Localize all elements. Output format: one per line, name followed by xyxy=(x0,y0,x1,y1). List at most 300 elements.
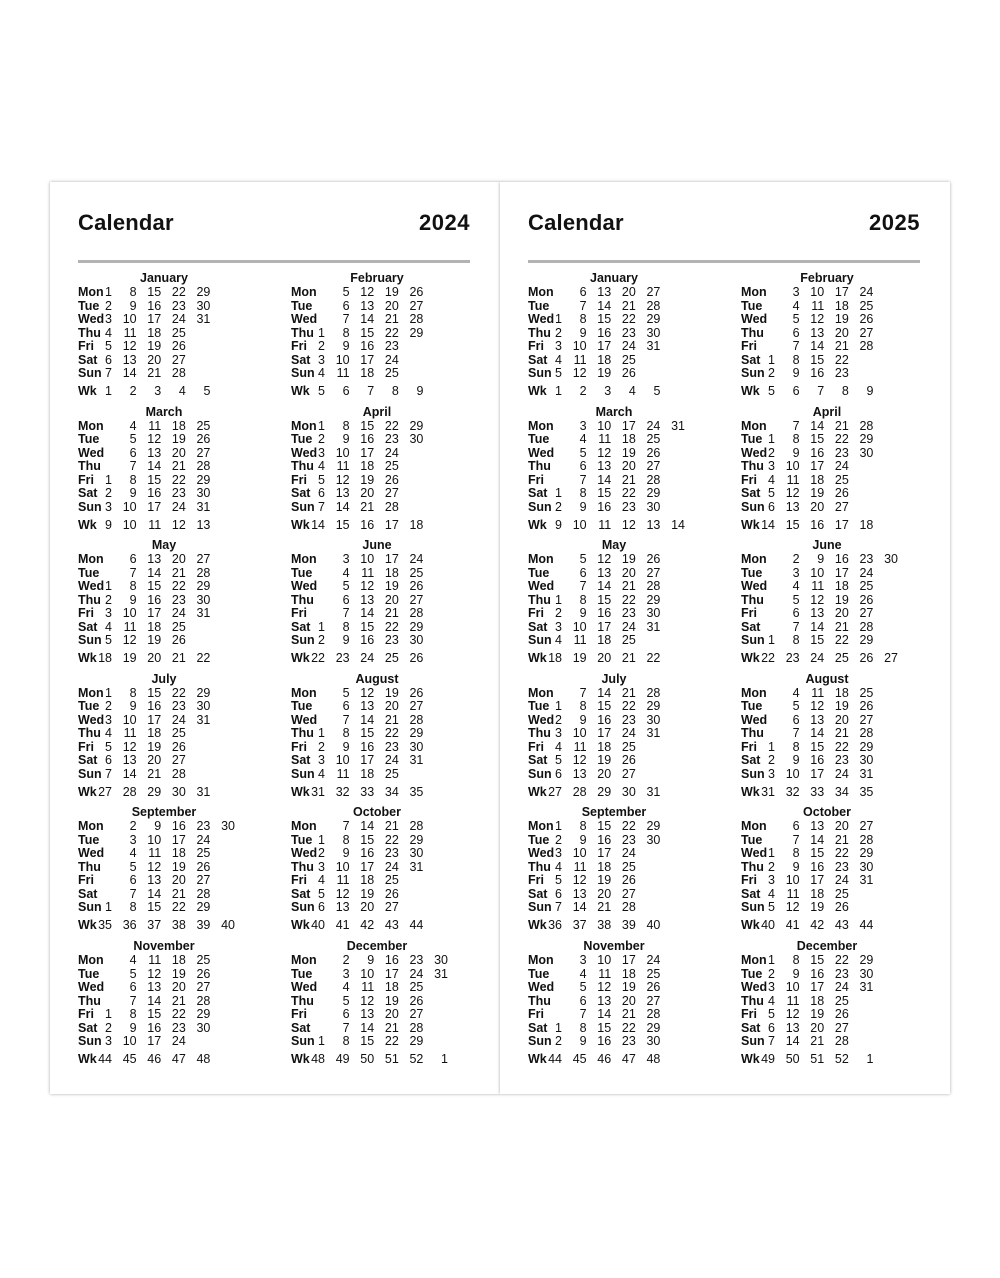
date-cell: 29 xyxy=(646,592,661,607)
date-cell: 15 xyxy=(360,726,375,741)
date-cell: 6 xyxy=(579,459,587,474)
date-cell: 8 xyxy=(342,726,350,741)
date-cell: 2 xyxy=(318,339,325,353)
date-cell: 24 xyxy=(409,966,424,981)
month-block xyxy=(78,271,253,401)
week-number: 5 xyxy=(318,384,325,398)
week-number-row xyxy=(741,384,916,398)
day-label: Wed xyxy=(528,579,555,594)
date-cell: 24 xyxy=(621,619,636,634)
day-label: Tue xyxy=(78,699,100,714)
week-number: 50 xyxy=(360,1052,375,1066)
date-cell: 3 xyxy=(105,499,112,514)
date-cell: 27 xyxy=(646,459,661,474)
date-cell: 2 xyxy=(768,366,775,380)
date-cell: 15 xyxy=(147,685,162,700)
date-cell: 23 xyxy=(834,966,849,981)
week-label: Wk xyxy=(528,651,547,666)
date-cell: 22 xyxy=(171,579,186,594)
week-number: 25 xyxy=(834,651,849,666)
day-row xyxy=(741,500,916,514)
date-cell: 27 xyxy=(196,873,211,888)
month-name: June xyxy=(362,538,392,553)
week-label: Wk xyxy=(78,517,97,532)
date-cell: 6 xyxy=(105,352,112,367)
date-cell: 12 xyxy=(810,312,825,326)
date-cell: 26 xyxy=(384,886,399,901)
day-label: Mon xyxy=(78,418,104,433)
day-label: Mon xyxy=(291,418,317,433)
month-block xyxy=(78,805,253,935)
week-label: Wk xyxy=(291,517,310,532)
week-number-row xyxy=(528,1052,703,1066)
date-cell: 21 xyxy=(621,298,636,313)
date-cell: 4 xyxy=(342,980,350,994)
date-cell: 14 xyxy=(572,900,587,915)
date-cell: 1 xyxy=(768,633,775,648)
week-number: 47 xyxy=(621,1052,636,1066)
date-cell: 19 xyxy=(384,285,399,299)
day-row xyxy=(291,552,466,566)
date-cell: 3 xyxy=(555,619,562,634)
week-label: Wk xyxy=(741,784,760,799)
day-label: Tue xyxy=(78,432,100,447)
date-cell: 25 xyxy=(196,953,211,967)
date-cell: 22 xyxy=(621,819,636,834)
day-label: Fri xyxy=(528,739,544,754)
week-number: 51 xyxy=(384,1052,399,1066)
day-row xyxy=(528,887,703,901)
day-label: Wed xyxy=(78,980,105,994)
date-cell: 31 xyxy=(859,873,874,888)
date-cell: 17 xyxy=(360,753,375,768)
date-cell: 10 xyxy=(785,766,800,781)
day-label: Thu xyxy=(291,859,314,874)
week-number: 6 xyxy=(342,384,350,398)
date-cell: 10 xyxy=(122,606,137,621)
date-cell: 14 xyxy=(147,565,162,580)
date-cell: 6 xyxy=(105,753,112,768)
date-cell: 12 xyxy=(360,579,375,594)
date-cell: 13 xyxy=(335,900,350,915)
day-label: Wed xyxy=(528,312,555,326)
week-number: 46 xyxy=(147,1052,162,1066)
day-row xyxy=(78,326,253,340)
day-row xyxy=(291,953,466,967)
date-cell: 13 xyxy=(810,712,825,727)
week-number: 34 xyxy=(834,784,849,799)
date-cell: 31 xyxy=(859,980,874,994)
date-cell: 10 xyxy=(785,980,800,994)
date-cell: 19 xyxy=(384,993,399,1008)
date-cell: 13 xyxy=(147,552,162,567)
date-cell: 3 xyxy=(105,312,112,326)
date-cell: 30 xyxy=(646,606,661,621)
date-cell: 7 xyxy=(105,766,112,781)
date-cell: 11 xyxy=(786,472,800,487)
day-label: Mon xyxy=(741,285,767,299)
date-cell: 9 xyxy=(342,846,350,861)
week-label: Wk xyxy=(78,384,97,398)
date-cell: 23 xyxy=(621,1034,636,1048)
date-cell: 24 xyxy=(859,565,874,580)
month-block xyxy=(291,805,466,935)
date-cell: 9 xyxy=(579,606,587,621)
week-number: 35 xyxy=(409,784,424,799)
date-cell: 25 xyxy=(171,726,186,741)
date-cell: 28 xyxy=(646,1007,661,1021)
month-name: March xyxy=(595,404,633,419)
day-label: Sun xyxy=(741,499,765,514)
month-name: October xyxy=(353,805,401,820)
date-cell: 3 xyxy=(555,726,562,741)
date-cell: 28 xyxy=(859,619,874,634)
week-number-row xyxy=(528,651,703,665)
page-year: 2024 xyxy=(419,210,470,235)
week-label: Wk xyxy=(741,1052,760,1066)
day-row xyxy=(78,500,253,514)
week-number: 44 xyxy=(98,1052,112,1066)
day-label: Wed xyxy=(291,445,318,460)
day-label: Fri xyxy=(741,339,757,353)
day-label: Wed xyxy=(78,312,105,326)
date-cell: 21 xyxy=(384,819,399,834)
date-cell: 5 xyxy=(768,900,775,915)
day-row xyxy=(78,767,253,781)
week-number-row xyxy=(78,384,253,398)
date-cell: 3 xyxy=(318,352,325,367)
day-label: Sun xyxy=(78,900,102,915)
date-cell: 12 xyxy=(360,285,375,299)
date-cell: 18 xyxy=(597,633,612,648)
date-cell: 22 xyxy=(384,325,399,340)
week-number: 30 xyxy=(171,784,186,799)
day-row xyxy=(528,593,703,607)
week-number: 10 xyxy=(572,517,587,532)
month-name: October xyxy=(803,805,851,820)
date-cell: 23 xyxy=(384,739,399,754)
header-divider xyxy=(528,260,920,263)
week-number: 13 xyxy=(646,517,661,532)
date-cell: 1 xyxy=(318,1034,325,1048)
date-cell: 18 xyxy=(360,459,375,474)
date-cell: 21 xyxy=(384,312,399,326)
date-cell: 10 xyxy=(572,339,587,353)
date-cell: 4 xyxy=(792,685,800,700)
date-cell: 17 xyxy=(810,459,825,474)
date-cell: 28 xyxy=(196,886,211,901)
date-cell: 24 xyxy=(171,499,186,514)
date-cell: 28 xyxy=(859,832,874,847)
date-cell: 15 xyxy=(147,285,162,299)
date-cell: 29 xyxy=(409,325,424,340)
date-cell: 26 xyxy=(834,486,849,501)
day-row xyxy=(291,473,466,487)
date-cell: 9 xyxy=(129,486,137,501)
date-cell: 9 xyxy=(129,1020,137,1035)
week-number: 19 xyxy=(572,651,587,666)
date-cell: 28 xyxy=(409,819,424,834)
day-label: Sun xyxy=(291,366,315,380)
day-row xyxy=(741,1007,916,1021)
week-number: 45 xyxy=(572,1052,587,1066)
day-row xyxy=(741,593,916,607)
date-cell: 1 xyxy=(318,325,325,340)
date-cell: 16 xyxy=(360,339,375,353)
date-cell: 18 xyxy=(147,619,162,634)
date-cell: 26 xyxy=(196,859,211,874)
day-label: Sat xyxy=(78,619,98,634)
date-cell: 3 xyxy=(579,418,587,433)
day-row xyxy=(528,819,703,833)
date-cell: 3 xyxy=(342,552,350,567)
day-row xyxy=(291,593,466,607)
date-cell: 12 xyxy=(572,873,587,888)
date-cell: 25 xyxy=(859,298,874,313)
date-cell: 21 xyxy=(171,459,186,474)
day-label: Sun xyxy=(741,633,765,648)
day-label: Sat xyxy=(78,352,98,367)
day-row xyxy=(528,326,703,340)
date-cell: 29 xyxy=(859,633,874,648)
day-label: Wed xyxy=(528,445,555,460)
date-cell: 7 xyxy=(129,565,137,580)
day-row xyxy=(741,366,916,380)
day-row xyxy=(741,432,916,446)
date-cell: 4 xyxy=(105,726,112,741)
date-cell: 4 xyxy=(579,432,587,447)
day-label: Sat xyxy=(528,1020,548,1035)
day-label: Sun xyxy=(741,366,765,380)
date-cell: 3 xyxy=(555,339,562,353)
date-cell: 11 xyxy=(598,966,612,981)
date-cell: 26 xyxy=(834,900,849,915)
day-label: Mon xyxy=(291,285,317,299)
day-label: Sun xyxy=(78,366,102,380)
day-row xyxy=(741,994,916,1008)
day-row xyxy=(291,299,466,313)
day-label: Thu xyxy=(528,726,551,741)
week-label: Wk xyxy=(78,918,97,933)
day-row xyxy=(78,686,253,700)
date-cell: 23 xyxy=(171,592,186,607)
date-cell: 13 xyxy=(810,819,825,834)
week-number: 12 xyxy=(621,517,636,532)
date-cell: 20 xyxy=(171,873,186,888)
date-cell: 28 xyxy=(196,459,211,474)
date-cell: 23 xyxy=(384,432,399,447)
date-cell: 11 xyxy=(148,418,162,433)
date-cell: 23 xyxy=(859,552,874,567)
date-cell: 4 xyxy=(318,366,325,380)
month-block xyxy=(528,805,703,935)
week-number: 8 xyxy=(391,384,399,398)
day-label: Thu xyxy=(291,726,314,741)
date-cell: 2 xyxy=(555,499,562,514)
day-label: Sat xyxy=(741,619,761,634)
date-cell: 12 xyxy=(785,486,800,501)
week-number: 52 xyxy=(409,1052,424,1066)
day-label: Tue xyxy=(78,832,100,847)
date-cell: 9 xyxy=(342,739,350,754)
date-cell: 4 xyxy=(579,966,587,981)
date-cell: 8 xyxy=(342,832,350,847)
date-cell: 5 xyxy=(342,685,350,700)
date-cell: 25 xyxy=(646,966,661,981)
day-label: Sun xyxy=(528,900,552,915)
day-row xyxy=(528,873,703,887)
date-cell: 1 xyxy=(318,832,325,847)
day-label: Fri xyxy=(78,739,94,754)
week-number: 37 xyxy=(147,918,162,933)
week-label: Wk xyxy=(741,517,760,532)
day-label: Wed xyxy=(78,846,105,861)
day-label: Sat xyxy=(291,619,311,634)
day-row xyxy=(528,994,703,1008)
date-cell: 1 xyxy=(105,579,112,594)
day-label: Mon xyxy=(78,953,104,967)
date-cell: 11 xyxy=(361,565,375,580)
day-row xyxy=(741,473,916,487)
day-label: Tue xyxy=(741,565,763,580)
date-cell: 26 xyxy=(646,445,661,460)
date-cell: 15 xyxy=(810,846,825,861)
date-cell: 29 xyxy=(196,1007,211,1021)
date-cell: 28 xyxy=(834,1034,849,1048)
date-cell: 12 xyxy=(597,552,612,567)
month-block xyxy=(78,538,253,668)
date-cell: 15 xyxy=(597,486,612,501)
date-cell: 11 xyxy=(573,633,587,648)
day-row xyxy=(291,767,466,781)
date-cell: 15 xyxy=(810,352,825,367)
date-cell: 26 xyxy=(646,552,661,567)
date-cell: 8 xyxy=(342,1034,350,1048)
day-label: Sat xyxy=(528,619,548,634)
date-cell: 9 xyxy=(342,633,350,648)
day-label: Tue xyxy=(528,966,550,981)
date-cell: 14 xyxy=(147,459,162,474)
day-row xyxy=(291,606,466,620)
day-row xyxy=(528,833,703,847)
week-number: 45 xyxy=(122,1052,137,1066)
day-row xyxy=(528,459,703,473)
date-cell: 24 xyxy=(621,846,636,861)
date-cell: 28 xyxy=(409,1020,424,1035)
page-title: Calendar xyxy=(78,210,174,235)
date-cell: 13 xyxy=(785,1020,800,1035)
week-number: 20 xyxy=(597,651,612,666)
week-label: Wk xyxy=(78,1052,97,1066)
date-cell: 18 xyxy=(810,886,825,901)
date-cell: 19 xyxy=(834,592,849,607)
date-cell: 30 xyxy=(859,966,874,981)
date-cell: 10 xyxy=(785,873,800,888)
date-cell: 14 xyxy=(597,579,612,594)
date-cell: 8 xyxy=(792,352,800,367)
date-cell: 2 xyxy=(555,712,562,727)
date-cell: 16 xyxy=(360,432,375,447)
date-cell: 9 xyxy=(129,592,137,607)
week-number-row xyxy=(741,518,916,532)
day-label: Wed xyxy=(741,579,768,594)
day-row xyxy=(78,620,253,634)
date-cell: 13 xyxy=(360,592,375,607)
date-cell: 22 xyxy=(621,699,636,714)
date-cell: 18 xyxy=(810,993,825,1008)
day-row xyxy=(741,633,916,647)
date-cell: 11 xyxy=(336,459,350,474)
day-row xyxy=(528,620,703,634)
date-cell: 28 xyxy=(646,298,661,313)
date-cell: 16 xyxy=(360,739,375,754)
date-cell: 20 xyxy=(597,766,612,781)
date-cell: 4 xyxy=(129,953,137,967)
month-name: November xyxy=(133,939,195,953)
date-cell: 23 xyxy=(834,445,849,460)
date-cell: 3 xyxy=(792,565,800,580)
date-cell: 24 xyxy=(171,606,186,621)
week-number: 46 xyxy=(597,1052,612,1066)
date-cell: 18 xyxy=(834,579,849,594)
date-cell: 2 xyxy=(792,552,800,567)
date-cell: 12 xyxy=(810,699,825,714)
day-row xyxy=(528,1021,703,1035)
day-row xyxy=(291,699,466,713)
week-number: 44 xyxy=(548,1052,562,1066)
day-row xyxy=(78,552,253,566)
week-number: 5 xyxy=(203,384,211,398)
day-row xyxy=(78,339,253,353)
date-cell: 20 xyxy=(171,552,186,567)
date-cell: 23 xyxy=(834,366,849,380)
date-cell: 1 xyxy=(105,285,112,299)
date-cell: 13 xyxy=(122,352,137,367)
week-label: Wk xyxy=(78,784,97,799)
day-row xyxy=(291,833,466,847)
date-cell: 8 xyxy=(129,472,137,487)
day-row xyxy=(741,1034,916,1048)
day-row xyxy=(741,686,916,700)
day-row xyxy=(78,285,253,299)
day-label: Tue xyxy=(741,298,763,313)
date-cell: 11 xyxy=(148,953,162,967)
date-cell: 2 xyxy=(555,325,562,340)
date-cell: 4 xyxy=(792,298,800,313)
date-cell: 31 xyxy=(196,499,211,514)
day-label: Sat xyxy=(528,753,548,768)
date-cell: 31 xyxy=(671,418,685,433)
day-row xyxy=(741,900,916,914)
date-cell: 11 xyxy=(123,726,137,741)
week-number-row xyxy=(78,1052,253,1066)
date-cell: 19 xyxy=(834,312,849,326)
date-cell: 23 xyxy=(621,499,636,514)
date-cell: 11 xyxy=(123,325,137,340)
date-cell: 12 xyxy=(597,980,612,994)
date-cell: 1 xyxy=(768,352,775,367)
week-label: Wk xyxy=(291,784,310,799)
day-row xyxy=(291,486,466,500)
date-cell: 20 xyxy=(147,753,162,768)
day-label: Wed xyxy=(291,579,318,594)
date-cell: 8 xyxy=(792,953,800,967)
date-cell: 27 xyxy=(859,819,874,834)
day-row xyxy=(741,980,916,994)
day-label: Fri xyxy=(741,873,757,888)
date-cell: 29 xyxy=(859,953,874,967)
day-label: Tue xyxy=(741,432,763,447)
